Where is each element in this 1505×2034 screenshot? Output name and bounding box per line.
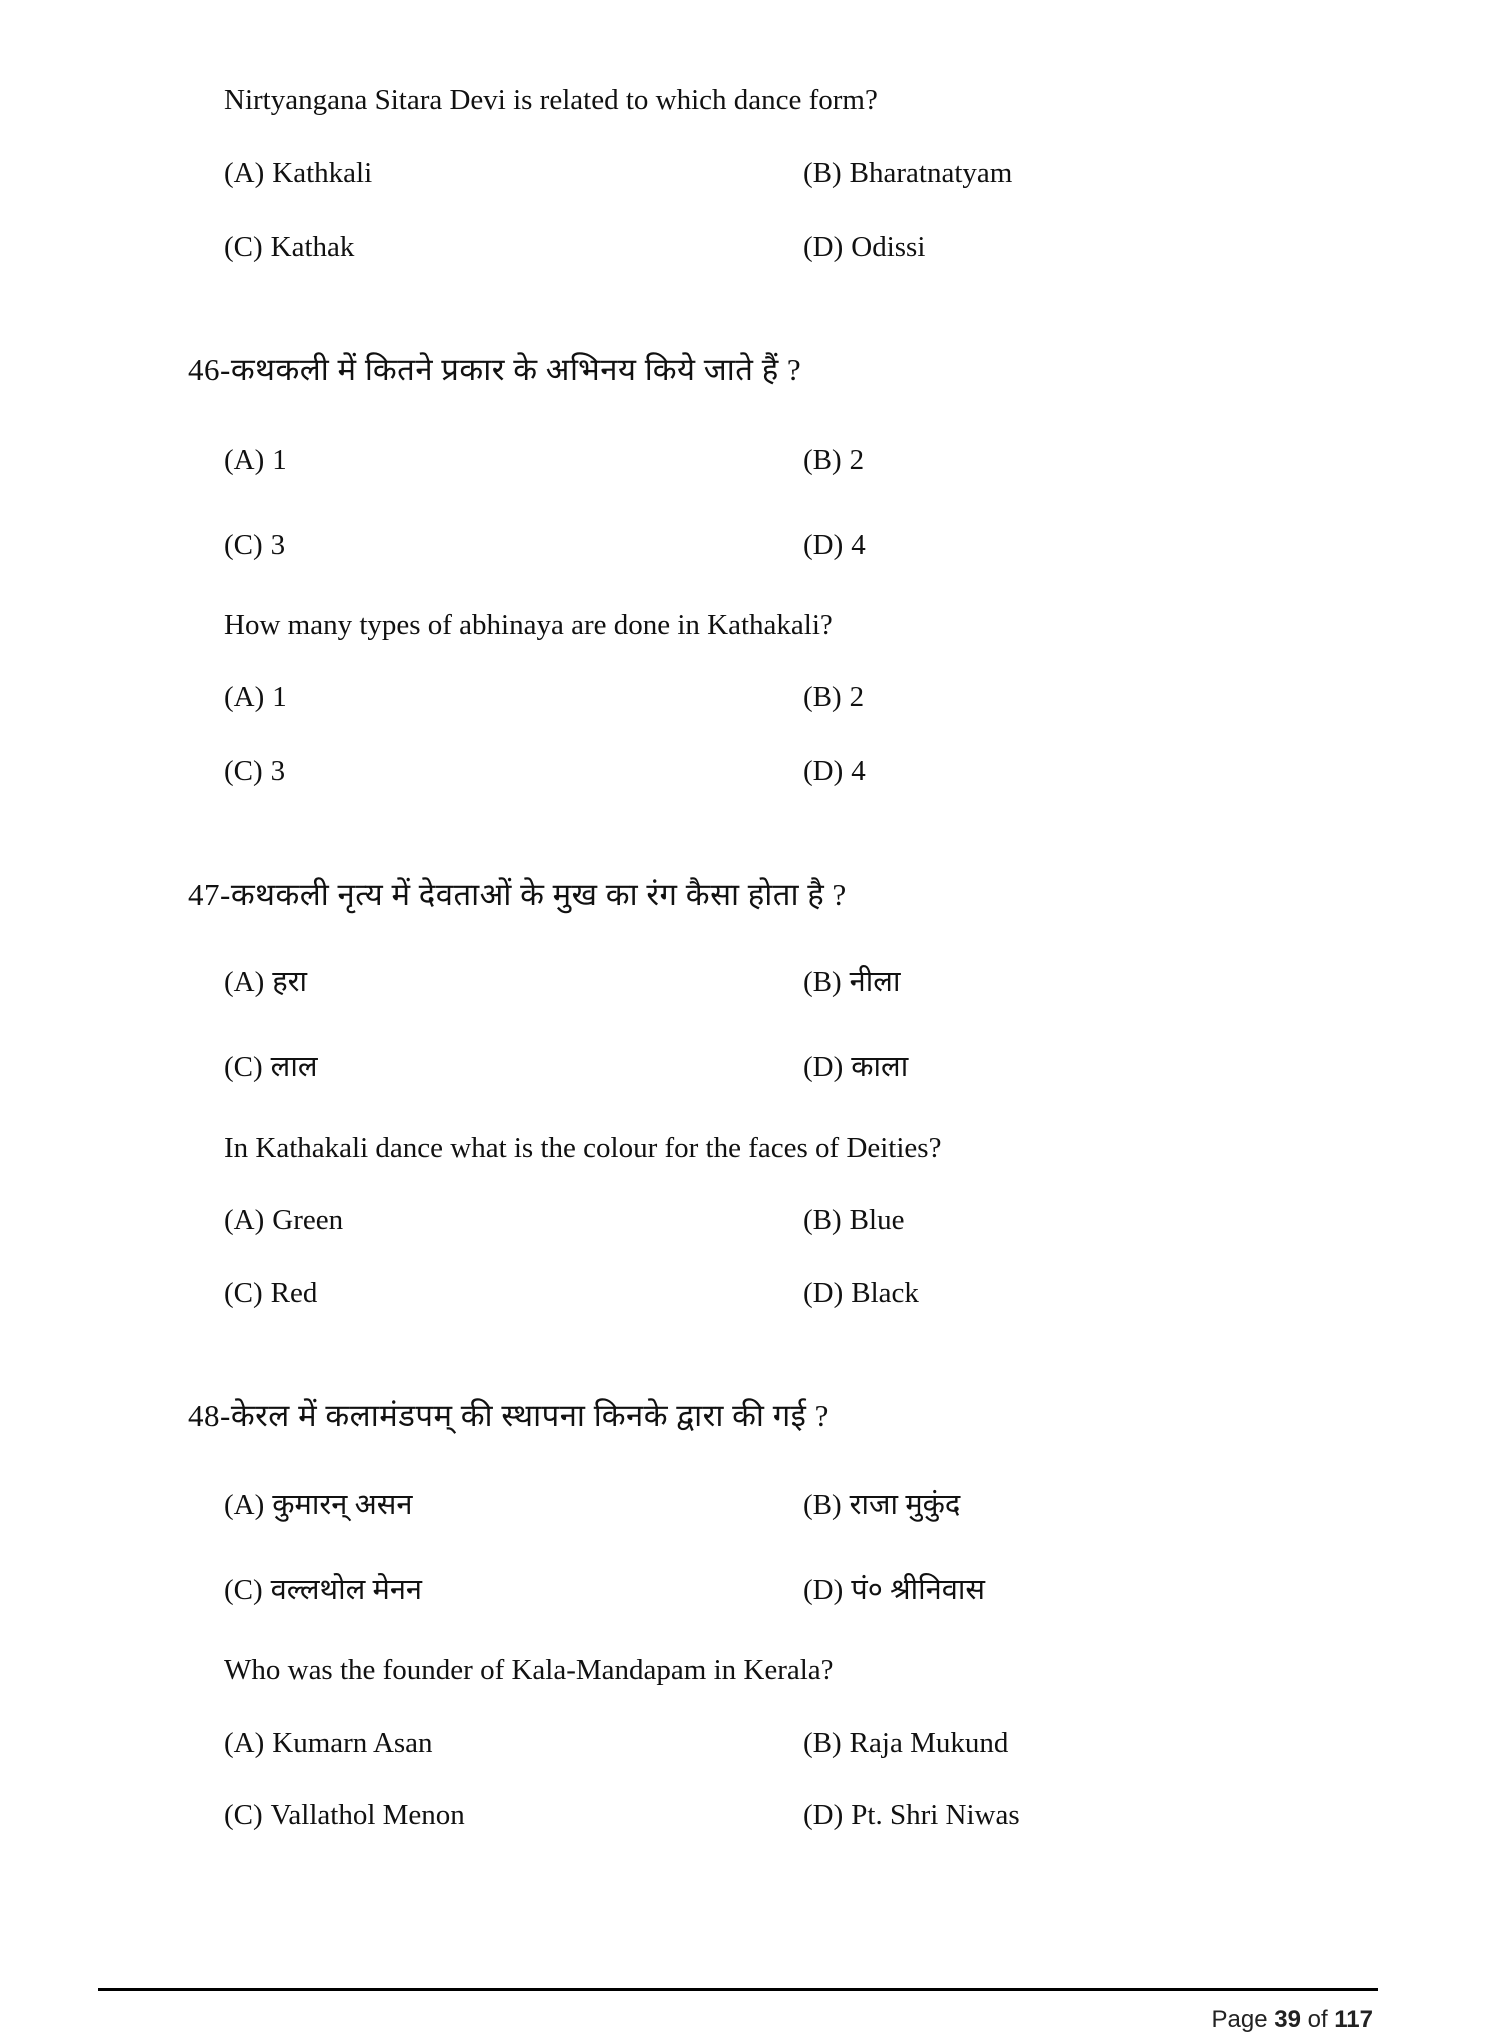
option-48-hi-c: (C) वल्लथोल मेनन — [224, 1574, 423, 1606]
option-46-en-c: (C) 3 — [224, 755, 286, 787]
option-45-c: (C) Kathak — [224, 231, 355, 263]
question-48-english: Who was the founder of Kala-Mandapam in Kerala? — [224, 1654, 834, 1686]
option-46-hi-a: (A) 1 — [224, 444, 287, 476]
option-48-hi-a: (A) कुमारन् असन — [224, 1489, 413, 1521]
option-46-en-a: (A) 1 — [224, 681, 287, 713]
option-46-en-b: (B) 2 — [803, 681, 865, 713]
question-46-english: How many types of abhinaya are done in Kathakali? — [224, 609, 833, 641]
option-47-en-b: (B) Blue — [803, 1204, 905, 1236]
question-47-english: In Kathakali dance what is the colour for the faces of Deities? — [224, 1132, 942, 1164]
option-47-hi-d: (D) काला — [803, 1051, 909, 1083]
option-47-hi-b: (B) नीला — [803, 966, 901, 998]
option-46-hi-b: (B) 2 — [803, 444, 865, 476]
question-45-english: Nirtyangana Sitara Devi is related to which dance form? — [224, 84, 878, 116]
option-48-en-c: (C) Vallathol Menon — [224, 1799, 465, 1831]
question-47-hindi: 47-कथकली नृत्य में देवताओं के मुख का रंग कैसा होता है ? — [188, 877, 847, 912]
option-48-en-b: (B) Raja Mukund — [803, 1727, 1009, 1759]
option-48-en-d: (D) Pt. Shri Niwas — [803, 1799, 1020, 1831]
option-47-en-c: (C) Red — [224, 1277, 318, 1309]
question-48-hindi: 48-केरल में कलामंडपम् की स्थापना किनके द्वारा की गई ? — [188, 1398, 829, 1433]
option-46-hi-c: (C) 3 — [224, 529, 286, 561]
option-47-hi-a: (A) हरा — [224, 966, 308, 998]
option-47-hi-c: (C) लाल — [224, 1051, 318, 1083]
option-46-hi-d: (D) 4 — [803, 529, 866, 561]
question-46-hindi: 46-कथकली में कितने प्रकार के अभिनय किये जाते हैं ? — [188, 352, 802, 387]
option-48-hi-d: (D) पं० श्रीनिवास — [803, 1574, 985, 1606]
of-word: of — [1307, 2006, 1328, 2033]
page-number — [1211, 2006, 1373, 2034]
option-46-en-d: (D) 4 — [803, 755, 866, 787]
option-45-a: (A) Kathkali — [224, 157, 373, 189]
current-page: 39 — [1274, 2006, 1301, 2033]
total-pages: 117 — [1334, 2006, 1373, 2033]
page-word: Page — [1211, 2006, 1268, 2033]
option-47-en-d: (D) Black — [803, 1277, 919, 1309]
option-45-b: (B) Bharatnatyam — [803, 157, 1013, 189]
option-45-d: (D) Odissi — [803, 231, 926, 263]
option-47-en-a: (A) Green — [224, 1204, 344, 1236]
footer-rule — [98, 1988, 1378, 1991]
option-48-en-a: (A) Kumarn Asan — [224, 1727, 433, 1759]
option-48-hi-b: (B) राजा मुकुंद — [803, 1489, 961, 1521]
